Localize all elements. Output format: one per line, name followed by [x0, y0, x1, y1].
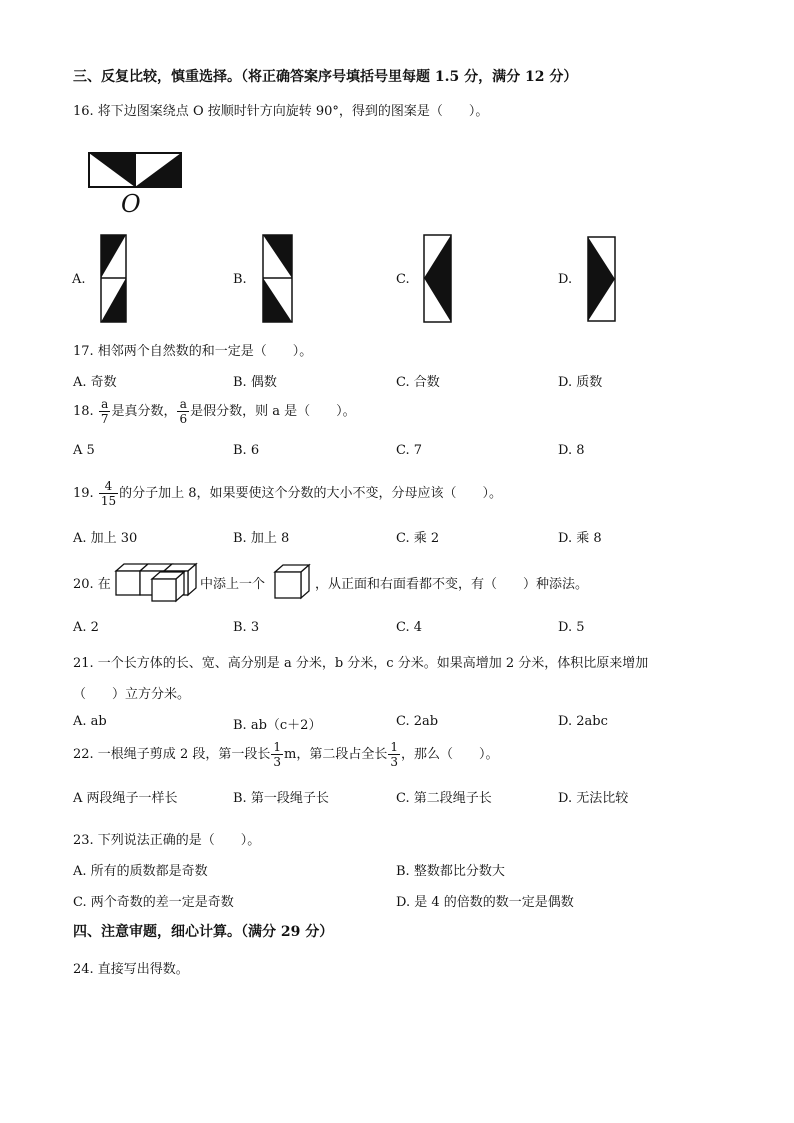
q21-option-d: D. 2abc: [558, 714, 608, 729]
q18-option-b: B. 6: [233, 443, 260, 458]
q19-option-b: B. 加上 8: [233, 531, 290, 546]
q16-option-a-label: A.: [72, 272, 86, 287]
q17-option-d: D. 质数: [558, 375, 603, 390]
section-3-title: 三、反复比较，慎重选择。（将正确答案序号填括号里每题 1.5 分，满分 12 分）: [73, 69, 578, 85]
fraction-1-over-3-length: $\frac{1}{3}$: [273, 740, 281, 769]
question-17-stem: 17. 相邻两个自然数的和一定是（ ）。: [73, 344, 313, 359]
q21-option-a: A. ab: [73, 714, 107, 729]
q16-option-d-figure: [587, 236, 617, 324]
q18-option-c: C. 7: [396, 443, 423, 458]
q21-option-c: C. 2ab: [396, 714, 439, 729]
q19-option-d: D. 乘 8: [558, 531, 602, 546]
q16-option-a-figure: [100, 234, 128, 324]
q16-option-b-figure: [262, 234, 294, 324]
q16-option-c-label: C.: [396, 272, 410, 287]
fraction-a-over-6: $\frac{a}{6}$: [179, 397, 188, 426]
q22-option-d: D. 无法比较: [558, 791, 629, 806]
section-4-title: 四、注意审题，细心计算。（满分 29 分）: [73, 924, 334, 940]
q16-option-c-figure: [423, 234, 453, 324]
q23-option-d: D. 是 4 的倍数的数一定是偶数: [396, 895, 574, 910]
q17-option-c: C. 合数: [396, 375, 440, 390]
question-21-line1: 21. 一个长方体的长、宽、高分别是 a 分米，b 分米，c 分米。如果高增加 2 分米，体积比原来增加: [73, 656, 649, 671]
q16-option-b-label: B.: [233, 272, 247, 287]
q20-option-a: A. 2: [73, 620, 99, 635]
question-16-stem: 16. 将下边图案绕点 O 按顺时针方向旋转 90°，得到的图案是（ ）。: [73, 104, 489, 119]
q18-option-d: D. 8: [558, 443, 585, 458]
question-21-line2: （ ）立方分米。: [73, 687, 191, 702]
fraction-a-over-7: $\frac{a}{7}$: [100, 397, 109, 426]
q20-single-cube-figure: [273, 563, 313, 601]
q20-option-c: C. 4: [396, 620, 423, 635]
question-20-mid: 中添上一个: [200, 577, 266, 592]
q22-option-a: A 两段绳子一样长: [73, 791, 178, 806]
question-18-stem: 18. $\frac{a}{7}$ 是真分数， $\frac{a}{6}$ 是假分数，则 a 是（ ）。: [73, 397, 356, 426]
q16-option-d-label: D.: [558, 272, 573, 287]
q22-option-b: B. 第一段绳子长: [233, 791, 329, 806]
fraction-1-over-3-share: $\frac{1}{3}$: [390, 740, 398, 769]
fraction-4-over-15: $\frac{4}{15}$: [100, 479, 117, 508]
q23-option-a: A. 所有的质数都是奇数: [73, 864, 208, 879]
question-22-stem: 22. 一根绳子剪成 2 段，第一段长 $\frac{1}{3}$ m，第二段占全长 $\frac{1}{3}$ ，那么（ ）。: [73, 740, 499, 769]
q19-option-c: C. 乘 2: [396, 531, 440, 546]
question-20-prefix: 20. 在: [73, 577, 111, 592]
question-20-suffix: ，从正面和右面看都不变，有（ ）种添法。: [315, 577, 589, 592]
q17-option-a: A. 奇数: [73, 375, 117, 390]
question-19-stem: 19. $\frac{4}{15}$ 的分子加上 8，如果要使这个分数的大小不变，分母应该（ ）。: [73, 479, 503, 508]
q23-option-c: C. 两个奇数的差一定是奇数: [73, 895, 234, 910]
q20-cube-stack-figure: [114, 561, 198, 603]
q20-option-d: D. 5: [558, 620, 585, 635]
q20-option-b: B. 3: [233, 620, 260, 635]
question-23-stem: 23. 下列说法正确的是（ ）。: [73, 833, 261, 848]
q23-option-b: B. 整数都比分数大: [396, 864, 505, 879]
q19-option-a: A. 加上 30: [73, 531, 138, 546]
q21-option-b: B. ab（c＋2）: [233, 718, 322, 733]
question-24-stem: 24. 直接写出得数。: [73, 962, 189, 977]
q22-option-c: C. 第二段绳子长: [396, 791, 492, 806]
point-o-label: O: [121, 190, 141, 218]
q18-option-a: A 5: [73, 443, 95, 458]
q17-option-b: B. 偶数: [233, 375, 277, 390]
